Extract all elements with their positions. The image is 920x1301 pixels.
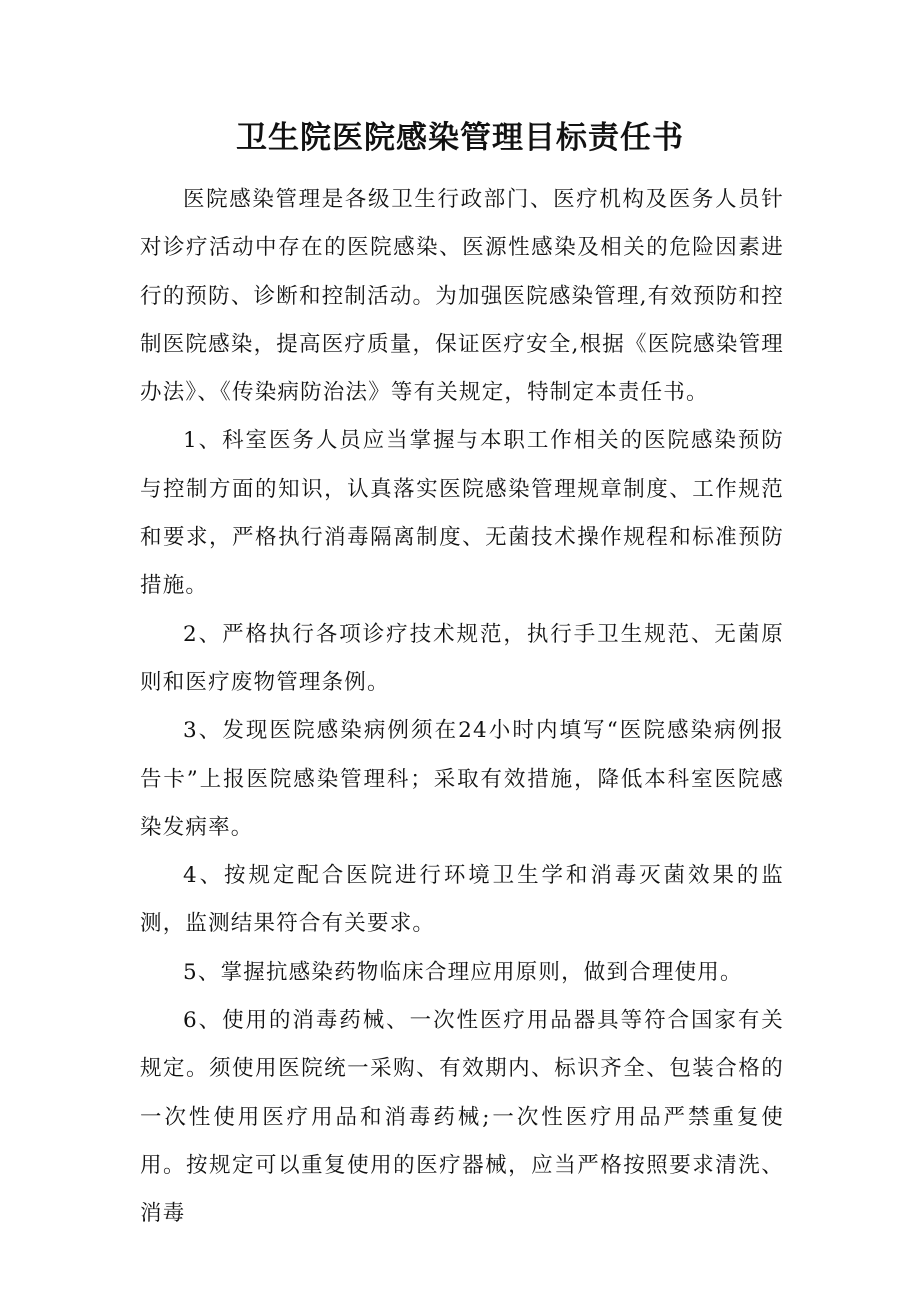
paragraph-item-2: 2、严格执行各项诊疗技术规范，执行手卫生规范、无菌原则和医疗废物管理条例。 <box>140 621 784 695</box>
paragraph-item-5: 5、掌握抗感染药物临床合理应用原则，做到合理使用。 <box>183 959 743 985</box>
paragraph-intro: 医院感染管理是各级卫生行政部门、医疗机构及医务人员针对诊疗活动中存在的医院感染、医源性感染及相关的危险因素进行的预防、诊断和控制活动。为加强医院感染管理,有效预防和控制医院感染，提高医疗质量，保证医疗安全,根据《医院感染管理办法》、《传染病防治法》等有关规定，特制定本责任书。 <box>140 187 784 406</box>
paragraph-item-4: 4、按规定配合医院进行环境卫生学和消毒灭菌效果的监测，监测结果符合有关要求。 <box>140 863 784 937</box>
document-body <box>140 176 784 1239</box>
document-title: 卫生院医院感染管理目标责任书 <box>236 120 684 156</box>
paragraph-item-3: 3、发现医院感染病例须在24小时内填写“医院感染病例报告卡”上报医院感染管理科；采取有效措施，降低本科室医院感染发病率。 <box>140 718 784 840</box>
paragraph-item-6: 6、使用的消毒药械、一次性医疗用品器具等符合国家有关规定。须使用医院统一采购、有效期内、标识齐全、包装合格的一次性使用医疗用品和消毒药械;一次性医疗用品严禁重复使用。按规定可以重复使用的医疗器械，应当严格按照要求清洗、消毒 <box>140 1008 784 1227</box>
paragraph-item-1: 1、科室医务人员应当掌握与本职工作相关的医院感染预防与控制方面的知识，认真落实医院感染管理规章制度、工作规范和要求，严格执行消毒隔离制度、无菌技术操作规程和标准预防措施。 <box>140 428 784 599</box>
